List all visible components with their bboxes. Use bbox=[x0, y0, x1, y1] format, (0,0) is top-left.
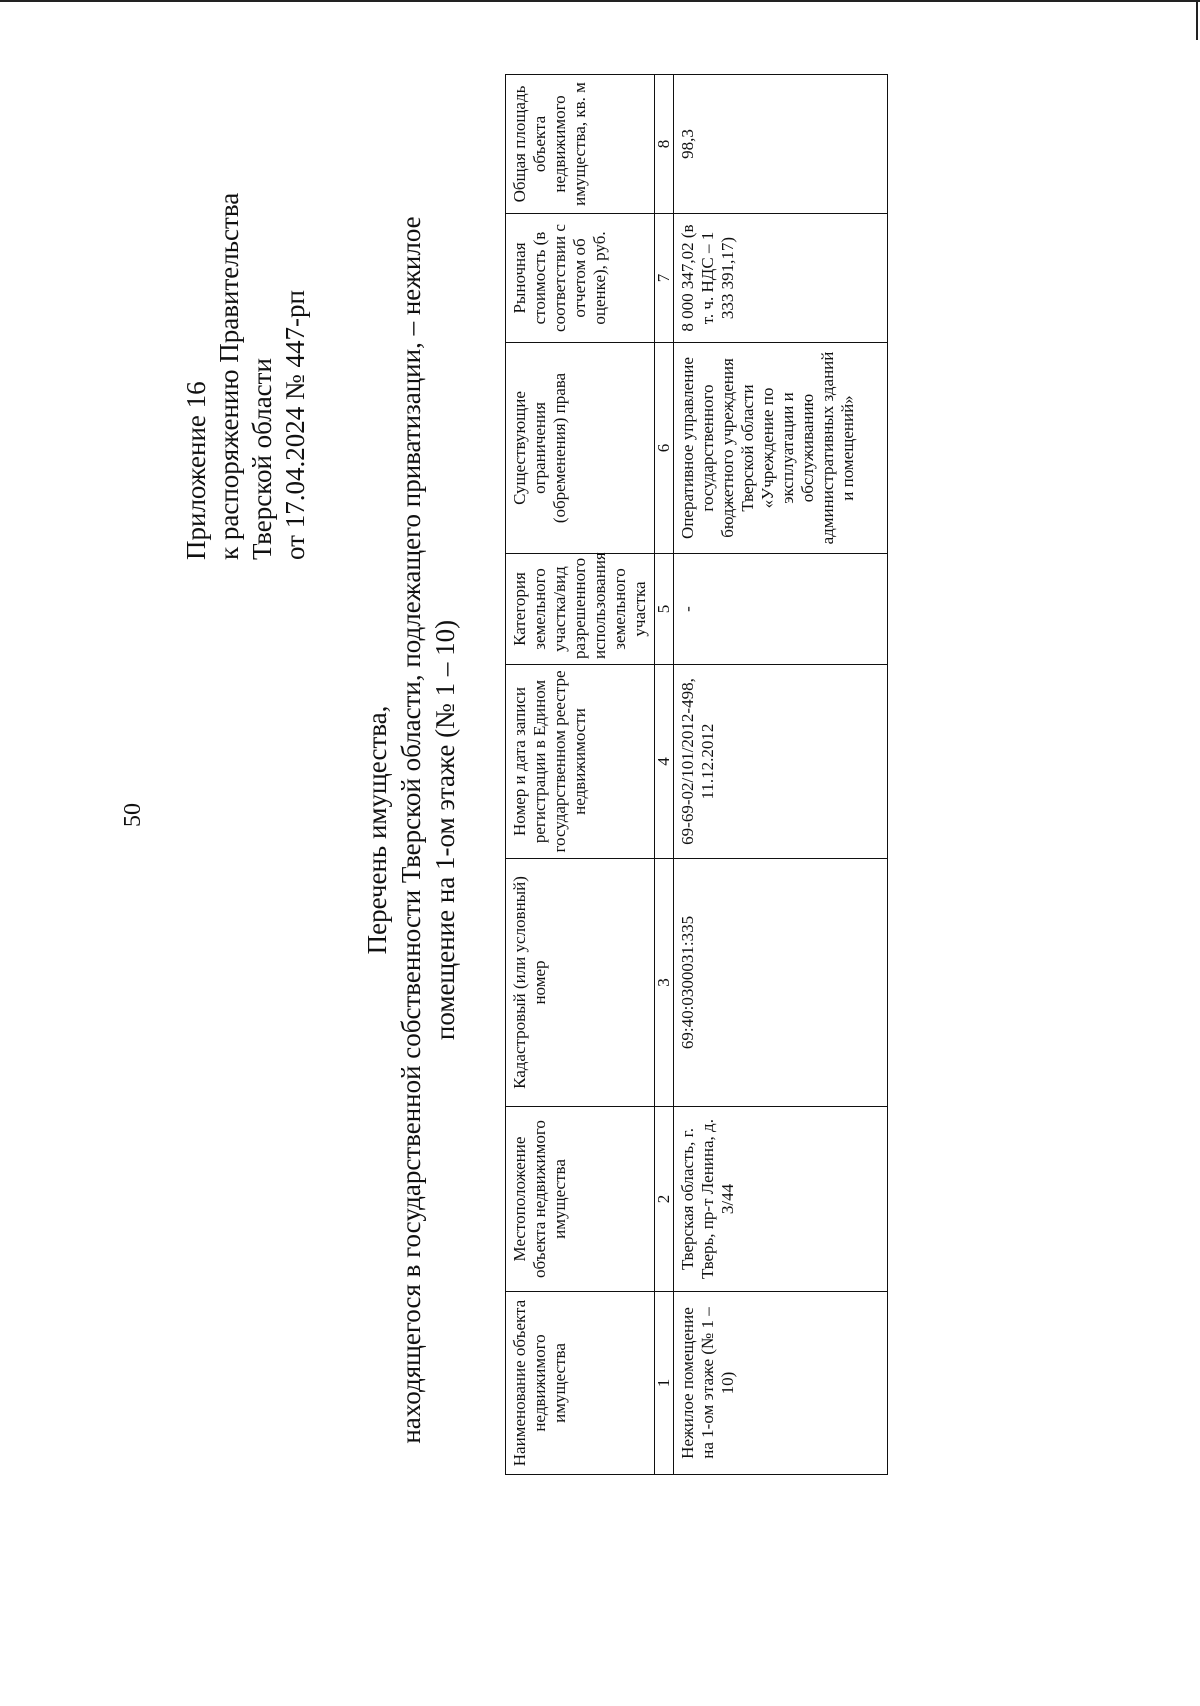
scan-border-top bbox=[0, 0, 1200, 2]
column-number: 3 bbox=[655, 859, 674, 1107]
header-land-category: Категория земельного участка/вид разрешенного использования земельного участка bbox=[506, 554, 655, 665]
header-location: Местоположение объекта недвижимого имущества bbox=[506, 1107, 655, 1292]
scan-border-right bbox=[1196, 0, 1198, 40]
annex-line: Тверской области bbox=[247, 358, 277, 560]
column-number: 1 bbox=[655, 1292, 674, 1475]
column-number: 6 bbox=[655, 343, 674, 554]
cell-location: Тверская область, г. Тверь, пр-т Ленина, д. 3/44 bbox=[674, 1107, 888, 1292]
column-number: 8 bbox=[655, 75, 674, 214]
property-table bbox=[505, 74, 888, 1475]
header-restrictions: Существующие ограничения (обременения) права bbox=[506, 343, 655, 554]
annex-line: к распоряжению Правительства bbox=[214, 192, 244, 560]
title-line: помещение на 1-ом этаже (№ 1 – 10) bbox=[430, 619, 460, 1041]
table-row bbox=[674, 75, 888, 1475]
page-number: 50 bbox=[120, 803, 146, 827]
cell-object-name: Нежилое помещение на 1-ом этаже (№ 1 – 10) bbox=[674, 1292, 888, 1475]
header-market-value: Рыночная стоимость (в соответствии с отчетом об оценке), руб. bbox=[506, 214, 655, 343]
cell-land-category: - bbox=[674, 554, 888, 665]
cell-restrictions: Оперативное управление государственного бюджетного учреждения Тверской области «Учреждение по эксплуатации и обслуживанию административных зданий и помещений» bbox=[674, 343, 888, 554]
rotated-document-page bbox=[20, 10, 1120, 1650]
header-cadastral-number: Кадастровый (или условный) номер bbox=[506, 859, 655, 1107]
header-registration-record: Номер и дата записи регистрации в Едином государственном реестре недвижимости bbox=[506, 665, 655, 859]
title-line: Перечень имущества, bbox=[362, 705, 392, 955]
cell-registration-record: 69-69-02/101/2012-498, 11.12.2012 bbox=[674, 665, 888, 859]
column-number: 2 bbox=[655, 1107, 674, 1292]
cell-market-value: 8 000 347,02 (в т. ч. НДС – 1 333 391,17) bbox=[674, 214, 888, 343]
annex-line: от 17.04.2024 № 447-рп bbox=[280, 290, 310, 560]
column-number: 5 bbox=[655, 554, 674, 665]
column-number: 7 bbox=[655, 214, 674, 343]
document-title bbox=[360, 180, 462, 1480]
cell-total-area: 98,3 bbox=[674, 75, 888, 214]
header-object-name: Наименование объекта недвижимого имущества bbox=[506, 1292, 655, 1475]
cell-cadastral-number: 69:40:0300031:335 bbox=[674, 859, 888, 1107]
title-line: находящегося в государственной собственности Тверской области, подлежащего приватизации, – нежилое bbox=[396, 216, 426, 1444]
column-number: 4 bbox=[655, 665, 674, 859]
annex-line: Приложение 16 bbox=[181, 381, 211, 560]
annex-header bbox=[180, 40, 312, 560]
table-header-row bbox=[506, 75, 655, 1475]
column-number-row bbox=[655, 75, 674, 1475]
header-total-area: Общая площадь объекта недвижимого имущества, кв. м bbox=[506, 75, 655, 214]
